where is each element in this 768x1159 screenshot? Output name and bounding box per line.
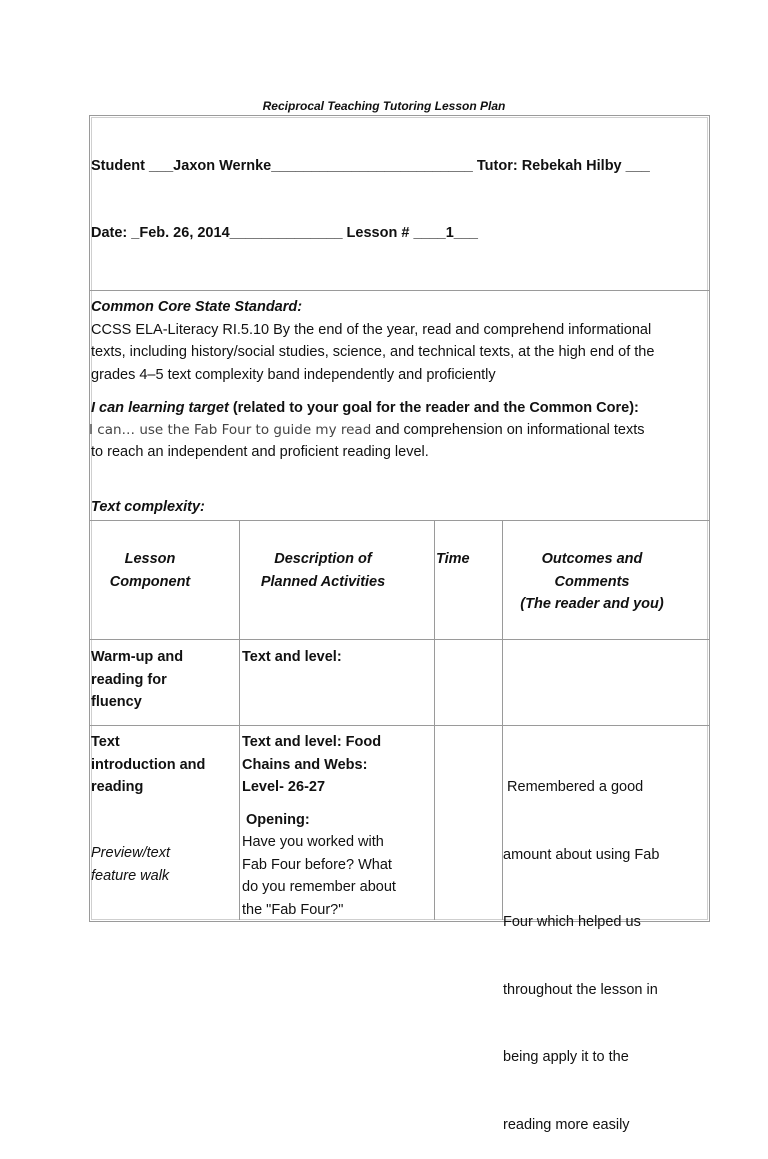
cell-line: Level- 26-27: [242, 779, 326, 795]
row2-description-heading: [242, 731, 381, 799]
header-line: Description of: [274, 551, 372, 567]
cell-line: Fab Four before? What: [242, 856, 392, 873]
header-description: [240, 548, 406, 593]
row2-opening-label: Opening:: [242, 812, 310, 828]
standard-heading: Common Core State Standard:: [91, 299, 303, 315]
target-heading-rest: (related to your goal for the reader and the Common Core):: [228, 400, 639, 416]
header-line: Comments: [554, 573, 630, 590]
header-line: Time: [436, 551, 470, 567]
target-line-2: to reach an independent and proficient reading level.: [91, 444, 429, 460]
cell-line: throughout the lesson in: [503, 981, 658, 998]
row2-outcomes: [503, 731, 659, 1159]
target-line-1: [89, 419, 645, 442]
target-line-1-rest: and comprehension on informational texts: [371, 422, 645, 438]
header-line: Lesson: [124, 551, 176, 567]
cell-line: Remembered a good: [503, 779, 644, 795]
header-time: [436, 548, 470, 571]
text-complexity-label: Text complexity:: [91, 499, 205, 515]
cell-line: amount about using Fab: [503, 846, 660, 863]
row1-component: [91, 646, 183, 714]
target-line-1-prefix: I can… use the Fab Four to guide my read: [89, 422, 372, 438]
cell-line: reading more easily: [503, 1116, 630, 1133]
header-line: (The reader and you): [520, 596, 664, 612]
row2-component: [91, 731, 205, 799]
row2-component-sub: [91, 842, 170, 887]
cell-line: Text and level:: [242, 649, 342, 665]
cell-line: Chains and Webs:: [242, 756, 368, 773]
standard-line: grades 4–5 text complexity band independently and proficiently: [91, 367, 496, 383]
cell-line: Text: [91, 734, 120, 750]
divider-table-top: [90, 520, 709, 521]
header-lesson-component: [91, 548, 209, 593]
header-line: Component: [109, 573, 191, 590]
cell-line: being apply it to the: [503, 1049, 629, 1065]
row2-opening-text: [242, 831, 396, 921]
cell-line: the "Fab Four?": [242, 901, 344, 918]
cell-line: Warm-up and: [91, 649, 184, 665]
cell-line: Have you worked with: [242, 834, 384, 850]
cell-line: feature walk: [91, 867, 170, 884]
cell-line: Four which helped us: [503, 914, 641, 930]
cell-line: introduction and: [91, 756, 206, 773]
document-title: Reciprocal Teaching Tutoring Lesson Plan: [262, 99, 506, 113]
standard-line: CCSS ELA-Literacy RI.5.10 By the end of the year, read and comprehend informational: [91, 322, 652, 338]
header-line: Planned Activities: [260, 573, 386, 590]
standard-line: texts, including history/social studies, science, and technical texts, at the high end of the: [91, 344, 655, 360]
divider-row1: [90, 725, 709, 726]
cell-line: reading: [91, 779, 144, 795]
header-outcomes: [503, 548, 681, 616]
cell-line: do you remember about: [242, 879, 396, 895]
date-lesson-line: Date: _Feb. 26, 2014______________ Lesson # ____1___: [91, 225, 478, 241]
target-heading-italic: I can learning target: [91, 400, 229, 416]
cell-line: reading for: [91, 671, 167, 688]
cell-line: Preview/text: [91, 845, 170, 861]
header-line: Outcomes and: [541, 551, 643, 567]
divider-table-header: [90, 639, 709, 640]
table-col-divider-2: [434, 520, 435, 920]
cell-line: Text and level: Food: [242, 734, 382, 750]
target-heading: [91, 397, 639, 420]
cell-line: fluency: [91, 694, 142, 710]
row1-description: [242, 646, 342, 669]
divider-header-section: [90, 290, 709, 291]
student-tutor-line: Student ___Jaxon Wernke_________________________ Tutor: Rebekah Hilby ___: [91, 158, 650, 174]
